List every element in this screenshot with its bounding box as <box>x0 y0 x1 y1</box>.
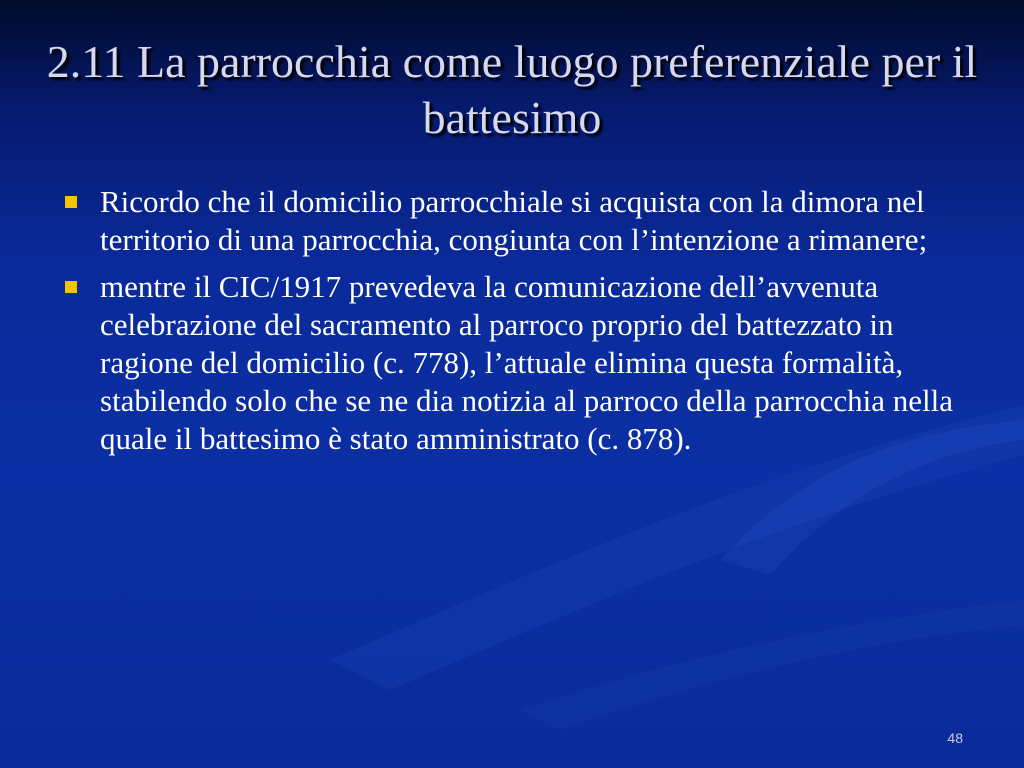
square-bullet-icon <box>65 196 77 208</box>
bullet-list <box>62 183 962 467</box>
bullet-item <box>62 183 962 259</box>
slide-title: 2.11 La parrocchia come luogo preferenziale per il battesimo <box>46 36 978 143</box>
slide-number: 48 <box>947 730 963 746</box>
square-bullet-icon <box>65 281 77 293</box>
bullet-item <box>62 268 962 458</box>
bullet-text: Ricordo che il domicilio parrocchiale si acquista con la dimora nel territorio di una parrocchia, congiunta con l’intenzione a rimanere; <box>100 184 928 257</box>
bullet-text: mentre il CIC/1917 prevedeva la comunicazione dell’avvenuta celebrazione del sacramento al parroco proprio del battezzato in ragione del domicilio (c. 778), l’attuale elimina questa formalità, stabilendo solo che se ne dia notizia al parroco della parrocchia nella quale il battesimo è stato amministrato (c. 878). <box>100 269 953 456</box>
